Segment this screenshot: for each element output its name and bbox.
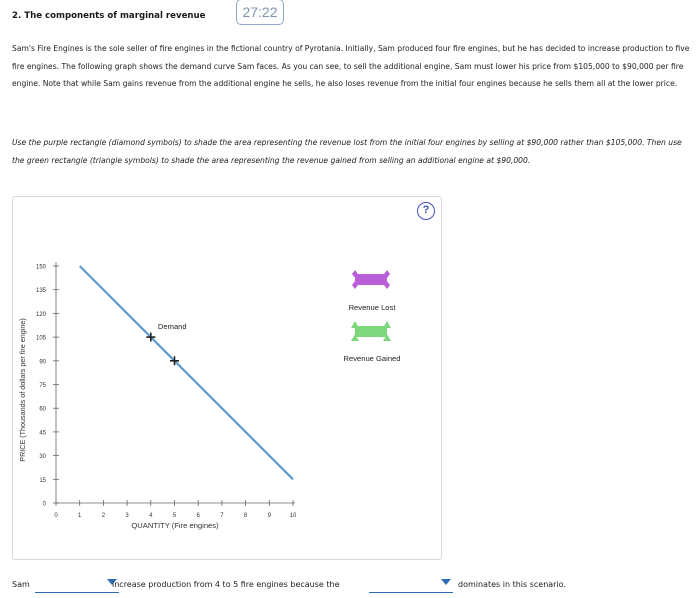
revenue-gained-rect[interactable]	[355, 326, 387, 337]
revenue-gained-tool[interactable]	[351, 321, 391, 341]
revenue-lost-tool[interactable]	[352, 270, 390, 289]
y-tick-label: 150	[35, 264, 46, 271]
demand-curve-label: Demand	[157, 322, 187, 332]
chart-series	[80, 266, 293, 479]
y-tick-label: 90	[39, 359, 46, 366]
x-tick-label: 9	[267, 513, 271, 519]
y-tick-label: 45	[39, 430, 46, 437]
answer-dropdown-1[interactable]	[35, 576, 119, 593]
y-tick-label: 15	[39, 477, 46, 484]
triangle-handle-icon[interactable]	[351, 321, 359, 328]
intro-paragraph: Sam's Fire Engines is the sole seller of fire engines in the fictional country of Pyrotania. Initially, Sam produced four fire engines, but he has decided to increase production to five fire engines. The following graph shows the demand curve Sam faces. As you can see, to sell the additional engine, Sam must lower his price from $105,000 to $90,000 per fire engine. Note that while Sam gains revenue from the additional engine he sells, he also loses revenue from the initial four engines because he sells them all at the lower price.	[12, 44, 690, 88]
y-tick-label: 105	[35, 335, 46, 342]
y-axis-label: PRICE (Thousands of dollars per fire engine)	[18, 318, 27, 462]
y-tick-label: 120	[35, 311, 46, 318]
x-tick-label: 1	[78, 513, 82, 519]
instructions-paragraph: Use the purple rectangle (diamond symbols) to shade the area representing the revenue lost from the initial four engines by selling at $90,000 rather than $105,000. Then use the green rectangle (triangle symbols) to shade the area representing the revenue gained from selling an additional engine at $90,000.	[12, 138, 682, 165]
y-tick-label: 75	[39, 383, 46, 389]
x-tick-label: 8	[243, 513, 248, 519]
x-tick-label: 5	[172, 513, 177, 519]
chevron-down-icon	[441, 579, 451, 585]
x-tick-label: 7	[220, 513, 224, 519]
revenue-gained-label: Revenue Gained	[343, 354, 401, 363]
help-button[interactable]: ?	[417, 202, 435, 220]
x-tick-label: 2	[101, 513, 106, 519]
y-tick-label: 60	[39, 406, 46, 413]
triangle-handle-icon[interactable]	[383, 321, 391, 328]
answer-middle: increase production from 4 to 5 fire engines because the	[112, 580, 340, 589]
revenue-lost-rect[interactable]	[355, 274, 387, 285]
answer-dropdown-2[interactable]	[369, 576, 453, 593]
chart-axes	[56, 262, 295, 503]
section-title: 2. The components of marginal revenue	[12, 11, 206, 21]
y-tick-label: 30	[39, 454, 46, 461]
timer-badge: 27:22	[236, 0, 284, 25]
demand-curve-line	[80, 266, 293, 479]
revenue-lost-label: Revenue Lost	[348, 303, 396, 312]
y-tick-label: 0	[42, 501, 46, 508]
x-tick-label: 0	[54, 513, 58, 519]
x-tick-label: 3	[125, 513, 129, 519]
answer-suffix: dominates in this scenario.	[458, 580, 566, 589]
x-axis-label: QUANTITY (Fire engines)	[131, 521, 219, 530]
chart-ticks	[36, 265, 297, 520]
x-tick-label: 10	[289, 513, 297, 519]
x-tick-label: 4	[149, 513, 153, 519]
x-tick-label: 6	[196, 513, 200, 519]
answer-prefix: Sam	[12, 580, 30, 589]
y-tick-label: 135	[35, 288, 46, 295]
